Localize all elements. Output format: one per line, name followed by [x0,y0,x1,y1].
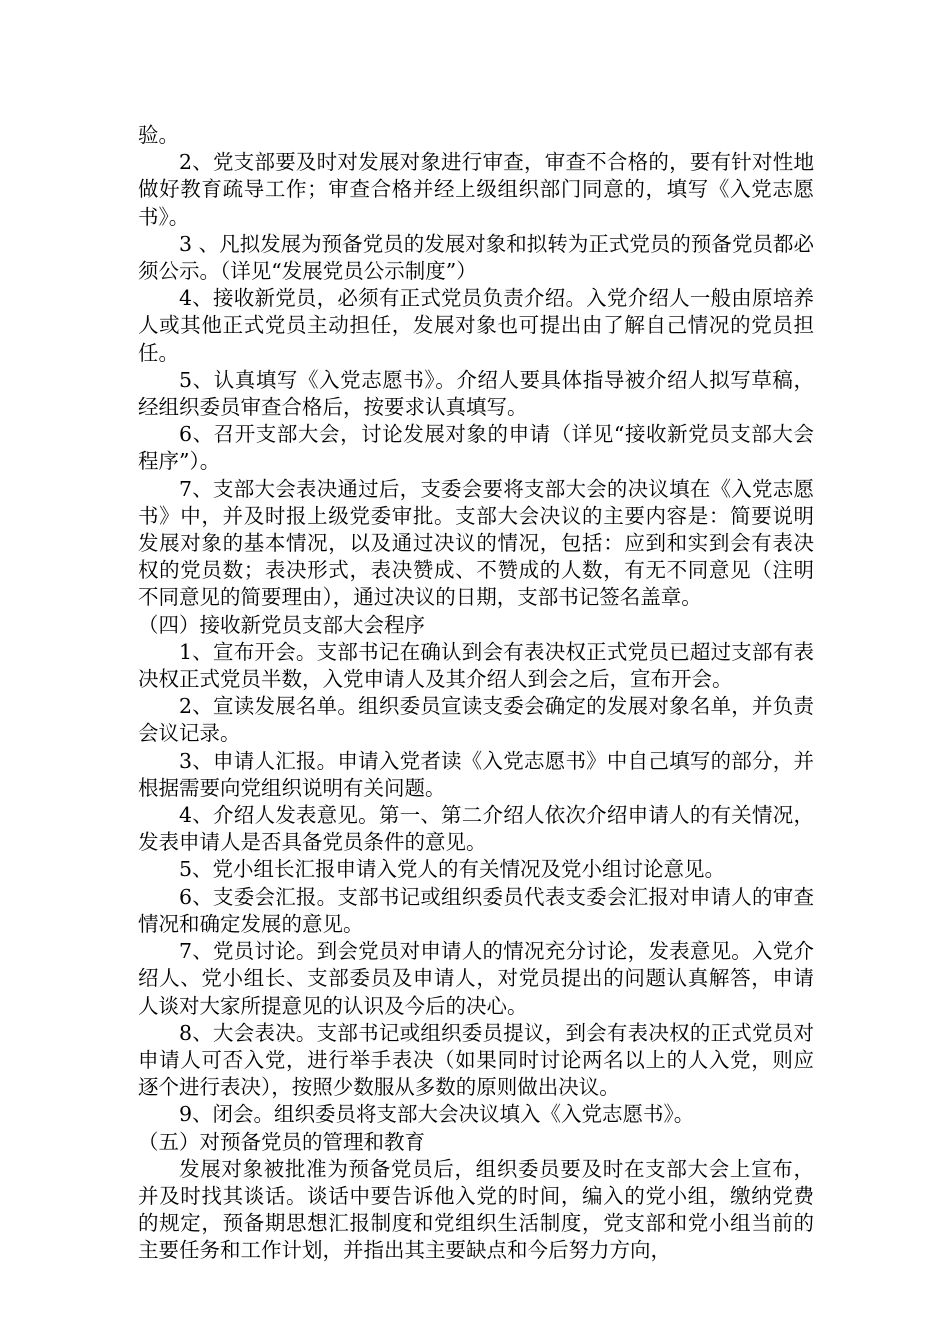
paragraph-meeting-step-9: 9、闭会。组织委员将支部大会决议填入《入党志愿书》。 [179,1102,695,1127]
paragraph-probationary-management: 发展对象被批准为预备党员后，组织委员要及时在支部大会上宣布，并及时找其谈话。谈话中要告诉他入党的时间，编入的党小组，缴纳党费的规定，预备期思想汇报制度和党组织生活制度，党支部和党小组当前的主要任务和工作计划，并指出其主要缺点和今后努力方向， [138,1156,814,1263]
paragraph-meeting-step-7: 7、党员讨论。到会党员对申请人的情况充分讨论，发表意见。入党介绍人、党小组长、支部委员及申请人，对党员提出的问题认真解答，申请人谈对大家所提意见的认识及今后的决心。 [138,939,814,1018]
paragraph-item-3: 3 、凡拟发展为预备党员的发展对象和拟转为正式党员的预备党员都必须公示。（详见“发展党员公示制度”） [138,231,814,284]
paragraph-item-7: 7、支部大会表决通过后，支委会要将支部大会的决议填在《入党志愿书》中，并及时报上级党委审批。支部大会决议的主要内容是：简要说明发展对象的基本情况，以及通过决议的情况，包括：应到和实到会有表决权的党员数；表决形式，表决赞成、不赞成的人数，有无不同意见（注明不同意见的简要理由），通过决议的日期，支部书记签名盖章。 [138,476,814,610]
paragraph-continuation: 验。 [138,123,179,147]
paragraph-meeting-step-2: 2、宣读发展名单。组织委员宣读支委会确定的发展对象名单，并负责会议记录。 [138,694,814,746]
paragraph-item-6: 6、召开支部大会，讨论发展对象的申请（详见“接收新党员支部大会程序”）。 [138,422,814,474]
paragraph-meeting-step-4: 4、介绍人发表意见。第一、第二介绍人依次介绍申请人的有关情况，发表申请人是否具备党员条件的意见。 [138,803,814,855]
document-body [138,122,814,1265]
section-heading-4: （四）接收新党员支部大会程序 [138,612,425,637]
paragraph-meeting-step-6: 6、支委会汇报。支部书记或组织委员代表支委会汇报对申请人的审查情况和确定发展的意见。 [138,884,814,936]
paragraph-meeting-step-1: 1、宣布开会。支部书记在确认到会有表决权正式党员已超过支部有表决权正式党员半数，入党申请人及其介绍人到会之后，宣布开会。 [138,639,814,692]
paragraph-meeting-step-3: 3、申请人汇报。申请入党者读《入党志愿书》中自己填写的部分，并根据需要向党组织说明有关问题。 [138,748,814,800]
paragraph-item-4: 4、接收新党员，必须有正式党员负责介绍。入党介绍人一般由原培养人或其他正式党员主动担任，发展对象也可提出由了解自己情况的党员担任。 [138,286,814,365]
paragraph-item-2: 2、党支部要及时对发展对象进行审查，审查不合格的，要有针对性地做好教育疏导工作；审查合格并经上级组织部门同意的，填写《入党志愿书》。 [138,150,814,229]
section-heading-5: （五）对预备党员的管理和教育 [138,1129,425,1154]
paragraph-item-5: 5、认真填写《入党志愿书》。介绍人要具体指导被介绍人拟写草稿，经组织委员审查合格后，按要求认真填写。 [138,367,814,420]
paragraph-meeting-step-8: 8、大会表决。支部书记或组织委员提议，到会有表决权的正式党员对申请人可否入党，进行举手表决（如果同时讨论两名以上的人入党，则应逐个进行表决），按照少数服从多数的原则做出决议。 [138,1020,814,1100]
paragraph-meeting-step-5: 5、党小组长汇报申请入党人的有关情况及党小组讨论意见。 [179,857,726,882]
